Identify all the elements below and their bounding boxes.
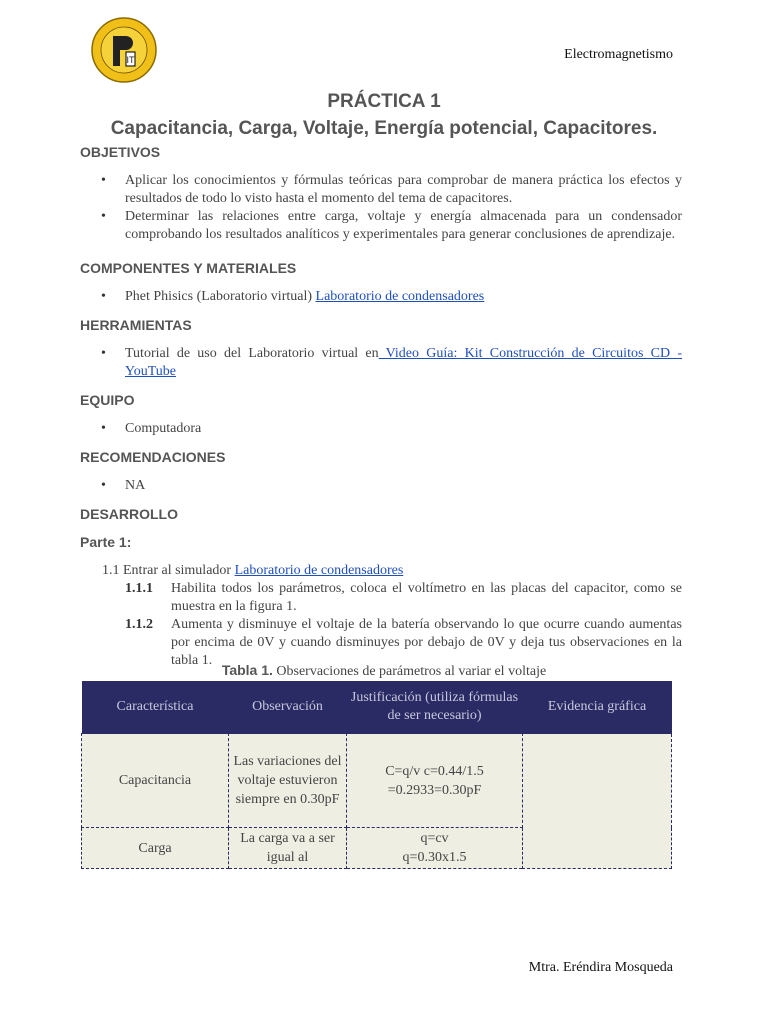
herramientas-list bbox=[80, 345, 682, 381]
column-header: Característica bbox=[82, 681, 229, 734]
institute-logo bbox=[91, 16, 157, 84]
document-body bbox=[80, 144, 682, 670]
column-header: Justificación (utiliza fórmulas de ser necesario) bbox=[347, 681, 523, 734]
logo-letters: IT bbox=[126, 55, 135, 65]
step-number: 1.1.1 bbox=[125, 581, 153, 596]
step-1-1-1 bbox=[80, 580, 682, 616]
step-number: 1.1.2 bbox=[125, 617, 153, 632]
step-number: 1.1 bbox=[102, 563, 120, 578]
footer-author: Mtra. Eréndira Mosqueda bbox=[528, 960, 673, 975]
table-row bbox=[82, 734, 672, 828]
table-cell: Carga bbox=[82, 828, 229, 869]
caption-label: Tabla 1. bbox=[221, 662, 273, 678]
objetivos-list bbox=[80, 172, 682, 244]
video-guia-link[interactable]: Video Guía: Kit Construcción de Circuitos CD - bbox=[378, 346, 682, 361]
table-cell-evidence bbox=[523, 734, 672, 869]
heading-herramientas: HERRAMIENTAS bbox=[80, 317, 192, 333]
list-item bbox=[80, 288, 682, 306]
step-1-1 bbox=[80, 562, 682, 580]
column-header: Observación bbox=[229, 681, 347, 734]
list-item: • Aplicar los conocimientos y fórmulas teóricas para comprobar de manera práctica los efectos y resultados de todo lo visto hasta el momento del tema de capacitores. bbox=[80, 172, 682, 208]
practice-subtitle: Capacitancia, Carga, Voltaje, Energía potencial, Capacitores. bbox=[110, 118, 658, 139]
heading-desarrollo: DESARROLLO bbox=[80, 506, 178, 522]
list-item: • Computadora bbox=[80, 420, 682, 438]
laboratorio-link[interactable]: Laboratorio de condensadores bbox=[315, 289, 485, 304]
table-cell: C=q/v c=0.44/1.5 =0.2933=0.30pF bbox=[347, 734, 523, 828]
list-item: • NA bbox=[80, 477, 682, 495]
simulador-link[interactable]: Laboratorio de condensadores bbox=[234, 563, 404, 578]
youtube-link[interactable]: YouTube bbox=[125, 364, 176, 379]
practice-title: PRÁCTICA 1 bbox=[327, 91, 441, 112]
list-item: • Determinar las relaciones entre carga, voltaje y energía almacenada para un condensador comprobando los resultados analíticos y experimentales para generar conclusiones de aprendizaje. bbox=[80, 208, 682, 244]
table-caption bbox=[0, 662, 768, 680]
item-text: Tutorial de uso del Laboratorio virtual en bbox=[125, 346, 379, 361]
heading-recomendaciones: RECOMENDACIONES bbox=[80, 449, 226, 465]
recomendaciones-list bbox=[80, 477, 682, 495]
step-text: Aumenta y disminuye el voltaje de la batería observando lo que ocurre cuando aumentas por encima de 0V y cuando disminuyes por debajo de 0V y deja tus observaciones en la tabla 1. bbox=[171, 617, 682, 668]
componentes-list bbox=[80, 288, 682, 306]
caption-text: Observaciones de parámetros al variar el voltaje bbox=[272, 664, 547, 679]
column-header: Evidencia gráfica bbox=[523, 681, 672, 734]
table-cell: La carga va a ser igual al bbox=[229, 828, 347, 869]
equipo-list bbox=[80, 420, 682, 438]
observations-table bbox=[81, 681, 672, 869]
table-cell: Las variaciones del voltaje estuvieron siempre en 0.30pF bbox=[229, 734, 347, 828]
step-text: Habilita todos los parámetros, coloca el voltímetro en las placas del capacitor, como se muestra en la figura 1. bbox=[171, 581, 682, 614]
parte-label: Parte 1: bbox=[80, 534, 132, 550]
heading-objetivos: OBJETIVOS bbox=[80, 144, 161, 160]
table-header-row bbox=[82, 681, 672, 734]
heading-componentes: COMPONENTES Y MATERIALES bbox=[80, 260, 297, 276]
step-text: Entrar al simulador bbox=[123, 563, 235, 578]
title-block bbox=[0, 90, 768, 142]
item-text: Phet Phisics (Laboratorio virtual) bbox=[125, 289, 316, 304]
table-cell: q=cv q=0.30x1.5 bbox=[347, 828, 523, 869]
table-cell: Capacitancia bbox=[82, 734, 229, 828]
heading-equipo: EQUIPO bbox=[80, 392, 135, 408]
list-item bbox=[80, 345, 682, 381]
subject-label: Electromagnetismo bbox=[564, 47, 673, 62]
